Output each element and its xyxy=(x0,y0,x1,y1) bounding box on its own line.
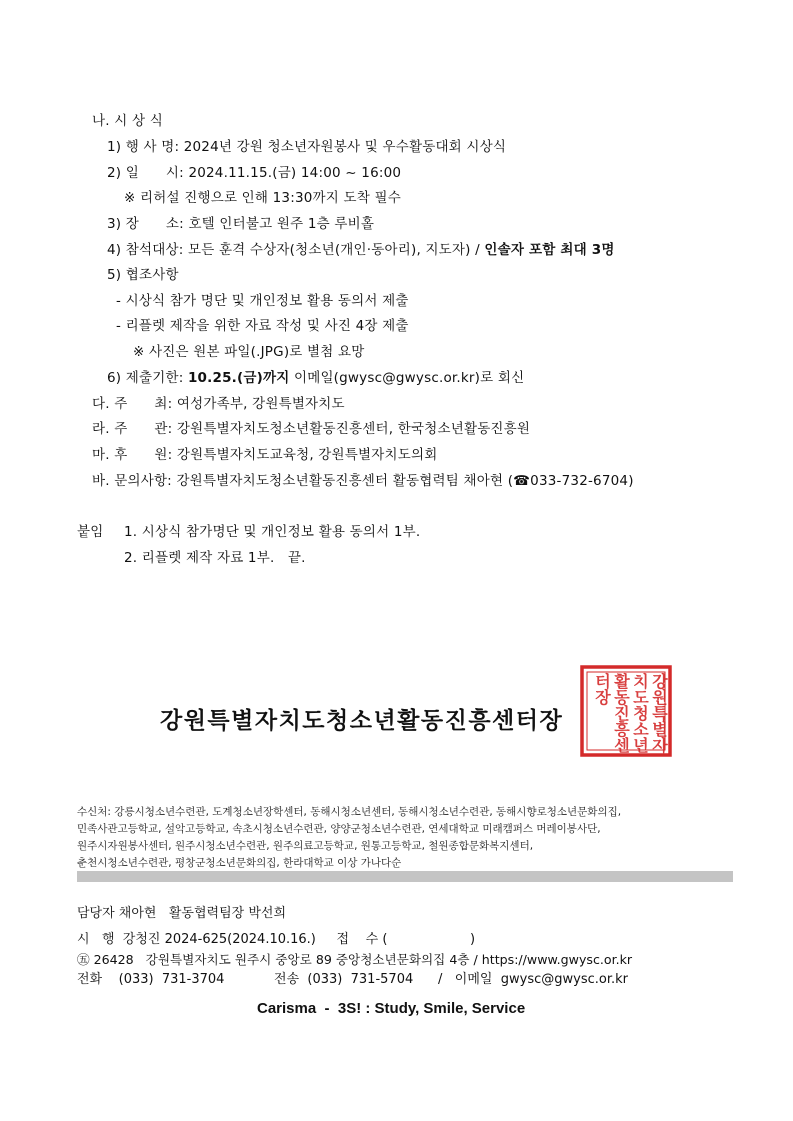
seal-character: 강 xyxy=(652,672,668,691)
row-emphasis: 인솔자 포함 최대 3명 xyxy=(484,242,615,258)
seal-character: 흥 xyxy=(614,720,630,739)
deadline-row xyxy=(107,369,524,387)
row-label: 다. 주 최: xyxy=(92,396,173,412)
recipients-line: 원주시자원봉사센터, 원주시청소년수련관, 원주의료고등학교, 원통고등학교, 철원종합문화복지센터, xyxy=(77,840,534,852)
staff-line: 담당자 채아현 활동협력팀장 박선희 xyxy=(77,906,287,921)
recipients-line: 수신처: 강릉시청소년수련관, 도계청소년장학센터, 동해시청소년센터, 동해시청소년수련관, 동해시향로청소년문화의집, xyxy=(77,806,622,818)
slogan: Carisma - 3S! : Study, Smile, Service xyxy=(257,1000,526,1017)
row-value: 강원특별자치도교육청, 강원특별자치도의회 xyxy=(176,447,438,463)
row-label: 4) 참석대상: xyxy=(107,242,184,258)
seal-character: 별 xyxy=(652,720,668,739)
host-row xyxy=(92,395,345,413)
attachment-label: 붙임 xyxy=(77,524,104,540)
seal-character: 진 xyxy=(614,704,630,723)
rehearsal-note: ※ 리허설 진행으로 인해 13:30까지 도착 필수 xyxy=(124,190,401,206)
event-date-row xyxy=(107,164,401,182)
event-name-row xyxy=(107,138,506,156)
seal-character: 청 xyxy=(633,704,649,723)
row-label: 6) 제출기한: xyxy=(107,370,184,386)
seal-character: 활 xyxy=(614,672,630,691)
row-label: 바. 문의사항: xyxy=(92,473,172,489)
row-value: 2024년 강원 청소년자원봉사 및 우수활동대회 시상식 xyxy=(183,139,507,155)
seal-character: 센 xyxy=(614,736,630,755)
address-line: ㊄ 26428 강원특별자치도 원주시 중앙로 89 중앙청소년문화의집 4층 / https://www.gwysc.or.kr xyxy=(77,952,633,967)
seal-character: 터 xyxy=(595,672,611,691)
organizer-row xyxy=(92,420,530,438)
official-seal xyxy=(580,665,672,757)
row-label: 2) 일 시: xyxy=(107,165,184,181)
seal-character: 자 xyxy=(652,736,668,755)
cooperation-heading: 5) 협조사항 xyxy=(107,267,179,283)
row-value: 2024.11.15.(금) 14:00 ~ 16:00 xyxy=(188,165,402,181)
row-label: 라. 주 관: xyxy=(92,421,173,437)
row-emphasis: 10.25.(금)까지 xyxy=(187,370,290,386)
row-label: 마. 후 원: xyxy=(92,447,173,463)
seal-character: 특 xyxy=(652,704,668,723)
row-label: 3) 장 소: xyxy=(107,216,184,232)
issuer-name: 강원특별자치도청소년활동진흥센터장 xyxy=(160,708,564,734)
recipients-line: 민족사관고등학교, 설악고등학교, 속초시청소년수련관, 양양군청소년수련관, 연세대학교 미래캠퍼스 머레이봉사단, xyxy=(77,823,601,835)
row-value: 모든 훈격 수상자(청소년(개인·동아리), 지도자) / xyxy=(187,242,485,258)
seal-character: 년 xyxy=(633,736,649,755)
sponsor-row xyxy=(92,446,437,464)
cooperation-item: - 리플렛 제작을 위한 자료 작성 및 사진 4장 제출 xyxy=(116,318,409,334)
row-value: 호텔 인터불고 원주 1층 루비홀 xyxy=(188,216,375,232)
row-label: 1) 행 사 명: xyxy=(107,139,180,155)
seal-character: 치 xyxy=(633,672,649,691)
seal-stamp-icon xyxy=(580,665,672,757)
recipients-line: 춘천시청소년수련관, 평창군청소년문화의집, 한라대학교 이상 가나다순 xyxy=(77,857,402,869)
row-value: 강원특별자치도청소년활동진흥센터 활동협력팀 채아현 (☎033-732-6704) xyxy=(176,473,634,489)
inquiry-row xyxy=(92,472,634,490)
seal-character: 도 xyxy=(633,688,649,707)
photo-note: ※ 사진은 원본 파일(.JPG)로 별첨 요망 xyxy=(133,344,365,360)
cooperation-item: - 시상식 참가 명단 및 개인정보 활용 동의서 제출 xyxy=(116,293,409,309)
document-number-line: 시 행 강청진 2024-625(2024.10.16.) 접 수 ( ) xyxy=(77,932,476,947)
row-value: 강원특별자치도청소년활동진흥센터, 한국청소년활동진흥원 xyxy=(176,421,531,437)
seal-character: 원 xyxy=(652,688,668,707)
attachment-item: 1. 시상식 참가명단 및 개인정보 활용 동의서 1부. xyxy=(124,524,421,540)
attendees-row xyxy=(107,241,615,259)
seal-character: 장 xyxy=(595,688,611,707)
seal-character: 소 xyxy=(633,720,649,739)
seal-character: 동 xyxy=(614,688,630,707)
row-value: 여성가족부, 강원특별자치도 xyxy=(176,396,345,412)
attachment-item: 2. 리플렛 제작 자료 1부. 끝. xyxy=(124,550,306,566)
venue-row xyxy=(107,215,374,233)
row-value: 이메일(gwysc@gwysc.or.kr)로 회신 xyxy=(289,370,525,386)
section-heading: 나. 시 상 식 xyxy=(92,113,163,129)
divider-bar xyxy=(77,871,733,882)
contact-line: 전화 (033) 731-3704 전송 (033) 731-5704 / 이메일 gwysc@gwysc.or.kr xyxy=(77,972,628,987)
